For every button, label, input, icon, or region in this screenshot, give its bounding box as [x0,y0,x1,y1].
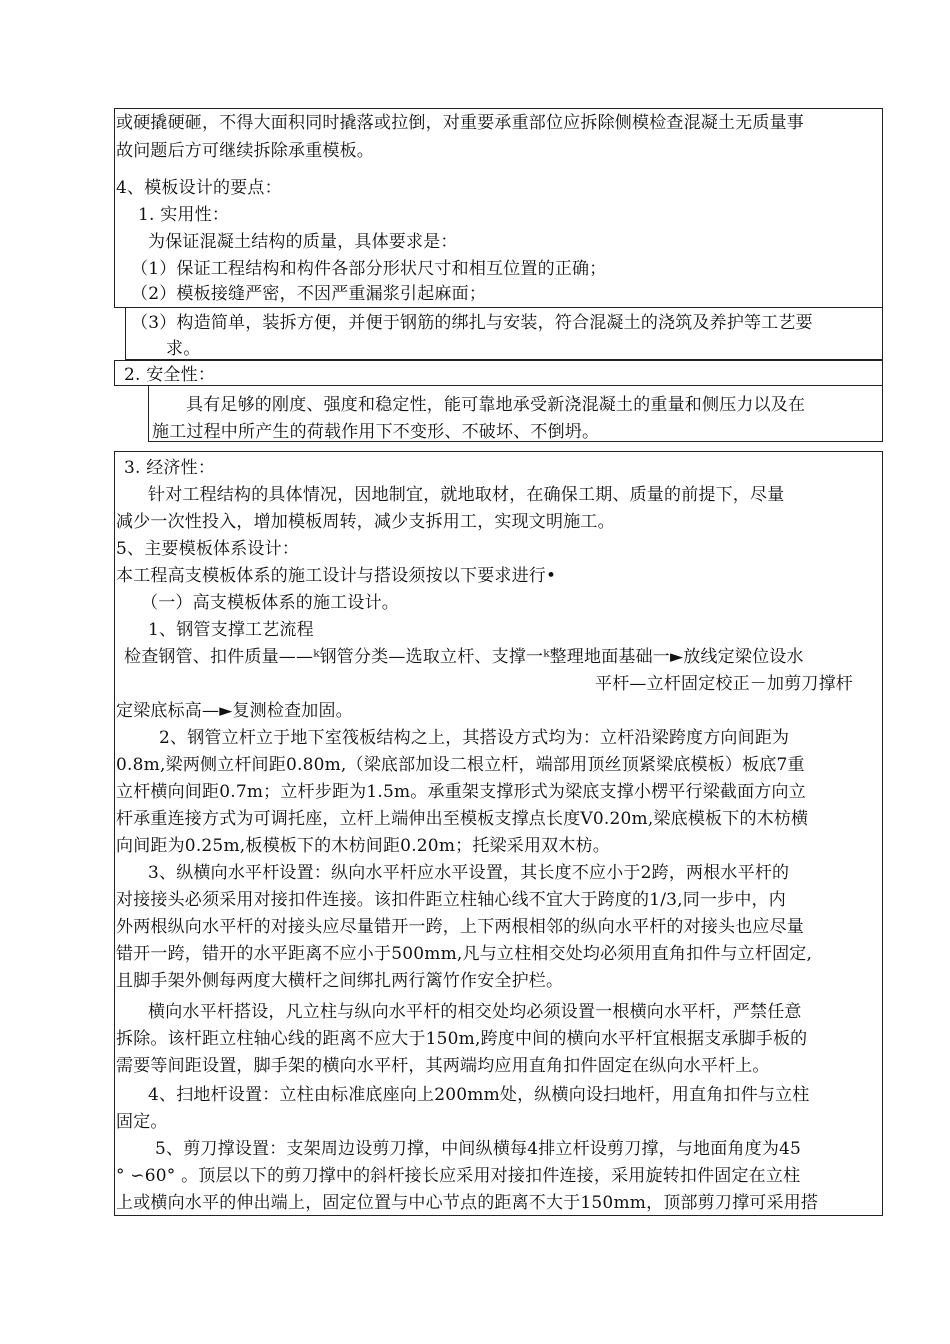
text-line: 2、钢管立杆立于地下室筏板结构之上，其搭设方式均为：立杆沿梁跨度方向间距为 [159,728,790,748]
text-line: 3. 经济性： [124,458,216,478]
table-box-safety-title [114,360,883,386]
text-line: （一）高支模板体系的施工设计。 [141,593,399,613]
text-line: 3、纵横向水平杆设置：纵向水平杆应水平设置，其长度不应小于2跨，两根水平杆的 [148,863,790,883]
text-line: 2. 安全性： [124,365,216,385]
text-line: （2）模板接缝严密，不因严重漏浆引起麻面； [131,284,487,304]
text-line: 检查钢管、扣件质量——ᵏ钢管分类—选取立杆、支撑一ᵏ整理地面基础一►放线定梁位设水 [124,647,804,667]
text-line: 上或横向水平的伸出端上，固定位置与中心节点的距离不大于150mm，顶部剪刀撑可采用搭 [116,1193,819,1213]
text-line: 施工过程中所产生的荷载作用下不变形、不破坏、不倒坍。 [152,422,600,442]
text-line: 本工程高支模板体系的施工设计与搭设须按以下要求进行• [116,566,557,586]
text-line: 对接接头必须采用对接扣件连接。该扣件距立柱轴心线不宜大于跨度的1/3,同一步中，内 [116,890,786,910]
text-line: 错开一跨，错开的水平距离不应小于500mm,凡与立柱相交处均必须用直角扣件与立杆固定, [116,944,813,964]
text-line: 0.8m,梁两侧立杆间距0.80m,（梁底部加设二根立杆，端部用顶丝顶紧梁底模板）板底7重 [116,755,805,775]
text-line: 外两根纵向水平杆的对接头应尽量错开一跨，上下两根相邻的纵向水平杆的对接头也应尽量 [116,917,804,937]
text-line: 具有足够的刚度、强度和稳定性，能可靠地承受新浇混凝土的重量和侧压力以及在 [186,395,806,415]
text-line: 5、主要模板体系设计： [116,539,300,559]
text-line: 平杆—立杆固定校正－加剪刀撑杆 [595,674,853,694]
text-line: 1. 实用性： [138,205,230,225]
text-line: 为保证混凝土结构的质量，具体要求是： [148,232,458,252]
text-line: 4、模板设计的要点： [116,178,282,198]
text-line: 杆承重连接方式为可调托座，立杆上端伸出至模板支撑点长度V0.20m,梁底模板下的木枋横 [116,809,809,829]
text-line: 定梁底标高—►复测检查加固。 [116,701,353,721]
text-line: 向间距为0.25m,板模板下的木枋间距0.20m；托梁采用双木枋。 [116,836,610,856]
text-line: 拆除。该杆距立柱轴心线的距离不应大于150m,跨度中间的横向水平杆宜根据支承脚手板的 [116,1029,808,1049]
text-line: 需要等间距设置，脚手架的横向水平杆，其两端均应用直角扣件固定在纵向水平杆上。 [116,1056,770,1076]
text-line: 针对工程结构的具体情况，因地制宜，就地取材，在确保工期、质量的前提下，尽量 [148,485,785,505]
text-line: ° ∽60° 。顶层以下的剪刀撑中的斜杆接长应采用对接扣件连接，采用旋转扣件固定在立柱 [116,1166,801,1186]
text-line: 立杆横向间距0.7m；立杆步距为1.5m。承重架支撑形式为梁底支撑小楞平行梁截面方向立 [116,782,806,802]
text-line: 故问题后方可继续拆除承重模板。 [116,141,374,161]
text-line: 5、剪刀撑设置：支架周边设剪刀撑，中间纵横每4排立杆设剪刀撑，与地面角度为45 [155,1139,802,1159]
text-line: 横向水平杆搭设，凡立柱与纵向水平杆的相交处均必须设置一根横向水平杆，严禁任意 [148,1002,802,1022]
text-line: 4、扫地杆设置：立柱由标准底座向上200mm处，纵横向设扫地杆，用直角扣件与立柱 [148,1085,810,1105]
text-line: 固定。 [116,1112,168,1132]
text-line: 或硬撬硬砸，不得大面积同时撬落或拉倒，对重要承重部位应拆除侧模检查混凝土无质量事 [116,113,804,133]
text-line: （1）保证工程结构和构件各部分形状尺寸和相互位置的正确； [131,259,607,279]
text-line: 减少一次性投入，增加模板周转，减少支拆用工，实现文明施工。 [116,512,615,532]
text-line: 且脚手架外侧每两度大横杆之间绑扎两行篱竹作安全护栏。 [116,971,564,991]
text-line: 求。 [166,339,201,359]
text-line: 1、钢管支撑工艺流程 [148,620,314,640]
text-line: （3）构造简单，装拆方便，并便于钢筋的绑扎与安装，符合混凝土的浇筑及养护等工艺要 [131,313,813,333]
